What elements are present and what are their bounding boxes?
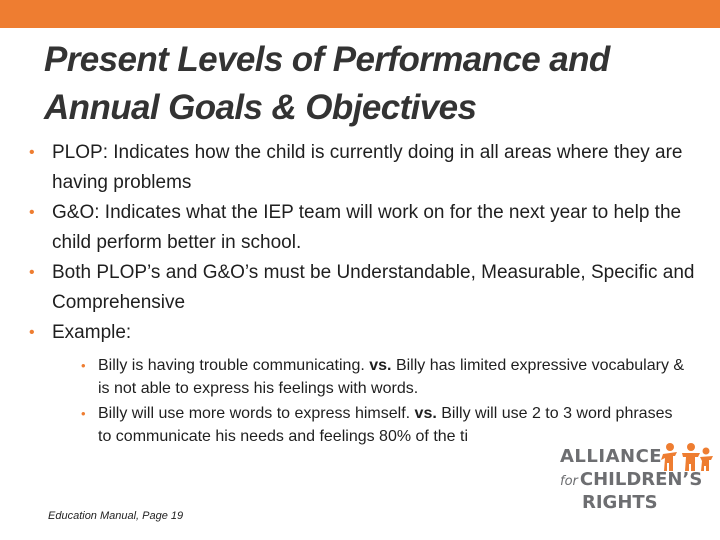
bullet-plop — [26, 138, 706, 197]
bullet-go — [26, 198, 706, 257]
logo-for: for — [560, 474, 578, 489]
example-after: Billy will use 2 to 3 word phrases to communicate his needs and feelings 80% of the ti — [98, 404, 673, 445]
bullet-dot-icon: • — [29, 204, 35, 221]
children-figures-icon — [658, 442, 714, 472]
bullet-text: PLOP: Indicates how the child is currently doing in all areas where they are having problems — [52, 142, 683, 193]
bullet-dot-icon: • — [29, 264, 35, 281]
sub-bullet-dot-icon: • — [81, 405, 86, 421]
logo-line-2 — [560, 469, 702, 490]
bullet-dot-icon: • — [29, 144, 35, 161]
example-item-1 — [78, 354, 688, 400]
example-before: Billy will use more words to express himself. — [98, 404, 411, 422]
example-before: Billy is having trouble communicating. — [98, 356, 365, 374]
logo-line-3: RIGHTS — [582, 492, 658, 513]
logo-line-1: ALLIANCE — [560, 446, 663, 467]
example-vs: vs. — [369, 356, 392, 374]
example-after: Billy has limited expressive vocabulary & is not able to express his feelings with words. — [98, 356, 685, 397]
bullet-text: G&O: Indicates what the IEP team will work on for the next year to help the child perform better in school. — [52, 202, 682, 253]
slide-title-line-1: Present Levels of Performance and — [44, 40, 610, 79]
example-list — [52, 354, 706, 448]
bullet-example — [26, 318, 706, 448]
bullet-text: Example: — [52, 322, 132, 343]
slide-title-line-2: Annual Goals & Objectives — [44, 88, 477, 127]
bullet-list — [26, 138, 706, 450]
bullet-criteria — [26, 258, 706, 317]
bullet-dot-icon: • — [29, 324, 35, 341]
manual-reference: Education Manual, Page 19 — [48, 510, 184, 522]
bullet-text: Both PLOP’s and G&O’s must be Understandable, Measurable, Specific and Comprehensive — [52, 262, 695, 313]
logo-children: CHILDREN’S — [579, 469, 703, 490]
example-vs: vs. — [414, 404, 437, 422]
slide-title — [44, 36, 684, 132]
top-accent-bar — [0, 0, 720, 28]
sub-bullet-dot-icon: • — [81, 357, 86, 373]
alliance-logo — [560, 440, 720, 540]
